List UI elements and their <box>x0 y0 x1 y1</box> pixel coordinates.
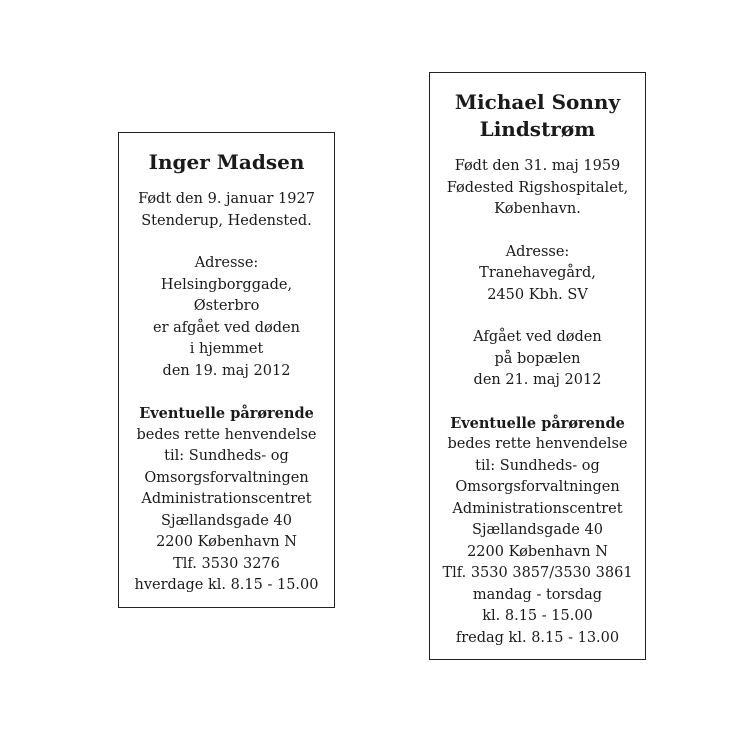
birth-line: Født den 9. januar 1927 <box>138 191 315 207</box>
address-line: den 19. maj 2012 <box>162 362 291 379</box>
contact-line: Sjællandsgade 40 <box>161 512 292 529</box>
notice-name-line: Lindstrøm <box>479 117 596 141</box>
death-line: Afgået ved døden <box>473 329 602 345</box>
death-info <box>430 327 645 392</box>
contact-line: mandag - torsdag <box>472 586 603 603</box>
address-line: Adresse: <box>194 255 259 271</box>
contact-line: hverdage kl. 8.15 - 15.00 <box>134 577 319 593</box>
contact-line: 2200 København N <box>156 534 297 550</box>
birth-info <box>430 156 645 221</box>
contact-line: Sjællandsgade 40 <box>472 522 603 538</box>
death-line: på bopælen <box>494 350 581 367</box>
contact-line: bedes rette henvendelse <box>136 426 317 443</box>
contact-line: til: Sundheds- og <box>164 448 289 464</box>
address-info <box>430 242 645 307</box>
birth-line: Født den 31. maj 1959 <box>454 158 621 174</box>
address-line: er afgået ved døden <box>153 319 300 336</box>
contact-line: til: Sundheds- og <box>475 457 600 474</box>
birth-line: København. <box>494 201 581 217</box>
contact-line: Tlf. 3530 3857/3530 3861 <box>442 565 633 581</box>
relatives-heading: Eventuelle pårørende <box>450 414 625 432</box>
contact-line: kl. 8.15 - 15.00 <box>482 608 593 624</box>
contact-line: fredag kl. 8.15 - 13.00 <box>455 629 620 646</box>
address-line: 2450 Kbh. SV <box>487 286 588 303</box>
address-line: Adresse: <box>505 243 570 260</box>
address-line: Tranehavegård, <box>479 265 596 281</box>
address-line: Helsingborggade, <box>160 276 293 293</box>
contact-line: 2200 København N <box>467 543 608 560</box>
birth-info <box>119 189 334 232</box>
notice-name <box>430 89 645 143</box>
relatives-heading: Eventuelle pårørende <box>139 405 314 422</box>
notice-name-line: Michael Sonny <box>454 90 621 114</box>
contact-line: Administrationscentret <box>141 491 312 507</box>
death-line: den 21. maj 2012 <box>473 372 602 388</box>
address-line: Østerbro <box>193 298 260 314</box>
birth-line: Stenderup, Hedensted. <box>141 212 312 229</box>
contact-line: Administrationscentret <box>452 500 623 517</box>
address-line: i hjemmet <box>189 341 264 357</box>
contact-info <box>430 413 645 650</box>
obituary-notice-michael-sonny-lindstrom <box>429 72 646 660</box>
obituary-notice-inger-madsen <box>118 132 335 608</box>
contact-line: Omsorgsforvaltningen <box>455 479 620 495</box>
birth-line: Fødested Rigshospitalet, <box>446 179 629 196</box>
notice-name: Inger Madsen <box>148 150 305 174</box>
contact-line: bedes rette henvendelse <box>447 436 628 452</box>
contact-info <box>119 403 334 597</box>
contact-line: Tlf. 3530 3276 <box>173 555 280 572</box>
address-info <box>119 253 334 382</box>
contact-line: Omsorgsforvaltningen <box>144 469 309 486</box>
